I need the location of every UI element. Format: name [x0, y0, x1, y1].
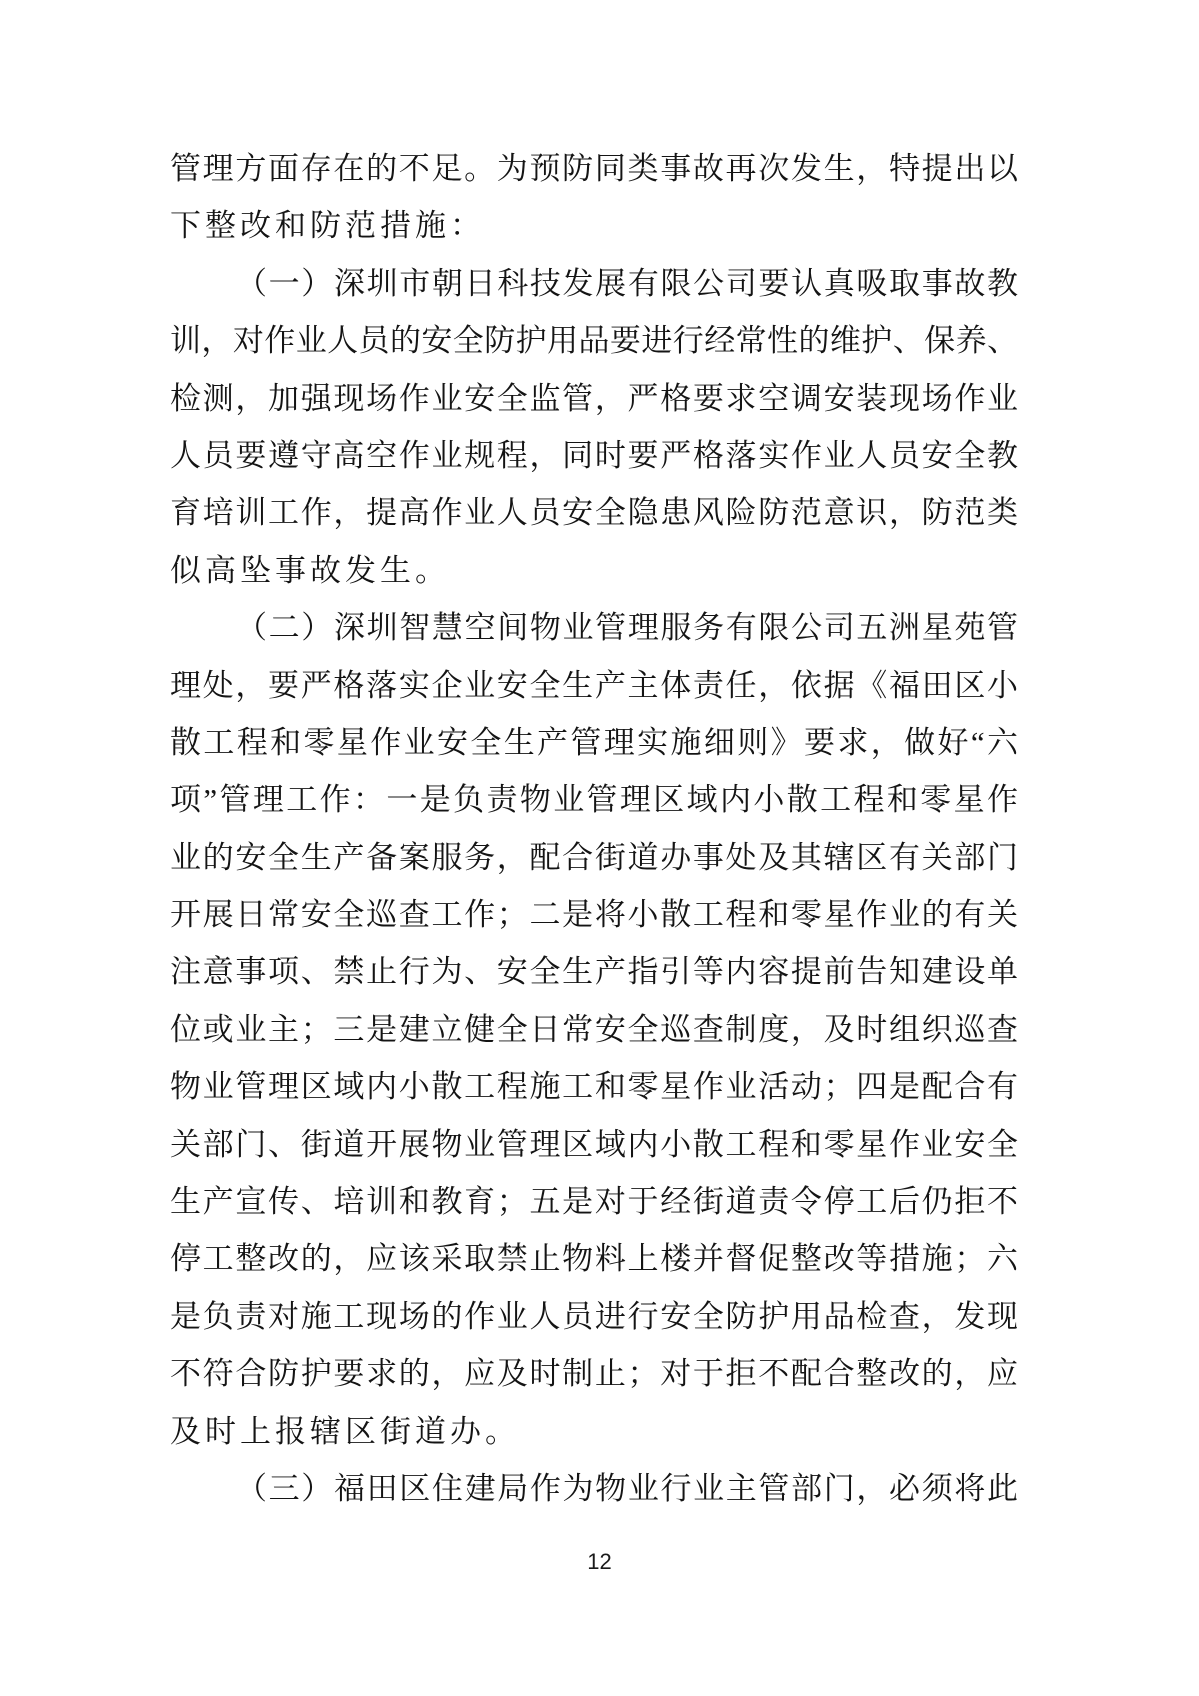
document-body	[170, 140, 1018, 1517]
text-line: 似高坠事故发生。	[170, 552, 450, 588]
page-footer	[0, 1549, 1199, 1575]
text-line: 位或业主；三是建立健全日常安全巡查制度，及时组织巡查	[170, 1011, 1018, 1047]
text-line: 理处，要严格落实企业安全生产主体责任，依据《福田区小	[170, 667, 1018, 703]
text-line: 下整改和防范措施：	[170, 208, 485, 244]
text-line: 人员要遵守高空作业规程，同时要严格落实作业人员安全教	[170, 437, 1018, 473]
page-number: 12	[587, 1549, 612, 1574]
text-line: 及时上报辖区街道办。	[170, 1413, 520, 1449]
text-line: 检测，加强现场作业安全监管，严格要求空调安装现场作业	[170, 380, 1018, 416]
text-line: 不符合防护要求的，应及时制止；对于拒不配合整改的，应	[170, 1356, 1018, 1392]
text-line: 是负责对施工现场的作业人员进行安全防护用品检查，发现	[170, 1298, 1018, 1334]
text-line: （二）深圳智慧空间物业管理服务有限公司五洲星苑管	[236, 610, 1018, 646]
text-line: 项”管理工作：一是负责物业管理区域内小散工程和零星作	[170, 782, 1018, 818]
text-line: 育培训工作，提高作业人员安全隐患风险防范意识，防范类	[170, 495, 1018, 531]
text-line: 生产宣传、培训和教育；五是对于经街道责令停工后仍拒不	[170, 1184, 1018, 1220]
text-line: 注意事项、禁止行为、安全生产指引等内容提前告知建设单	[170, 954, 1018, 990]
text-line: 管理方面存在的不足。为预防同类事故再次发生，特提出以	[170, 151, 1018, 186]
text-line: （一）深圳市朝日科技发展有限公司要认真吸取事故教	[236, 265, 1018, 301]
text-line: 关部门、街道开展物业管理区域内小散工程和零星作业安全	[170, 1126, 1018, 1162]
text-line: 业的安全生产备案服务，配合街道办事处及其辖区有关部门	[170, 839, 1018, 875]
text-line: 物业管理区域内小散工程施工和零星作业活动；四是配合有	[170, 1069, 1018, 1105]
text-line: 开展日常安全巡查工作；二是将小散工程和零星作业的有关	[170, 897, 1018, 933]
text-line: （三）福田区住建局作为物业行业主管部门，必须将此	[236, 1470, 1018, 1506]
text-line: 散工程和零星作业安全生产管理实施细则》要求，做好“六	[170, 724, 1018, 760]
text-line: 停工整改的，应该采取禁止物料上楼并督促整改等措施；六	[170, 1241, 1018, 1277]
text-line: 训，对作业人员的安全防护用品要进行经常性的维护、保养、	[170, 323, 1018, 359]
